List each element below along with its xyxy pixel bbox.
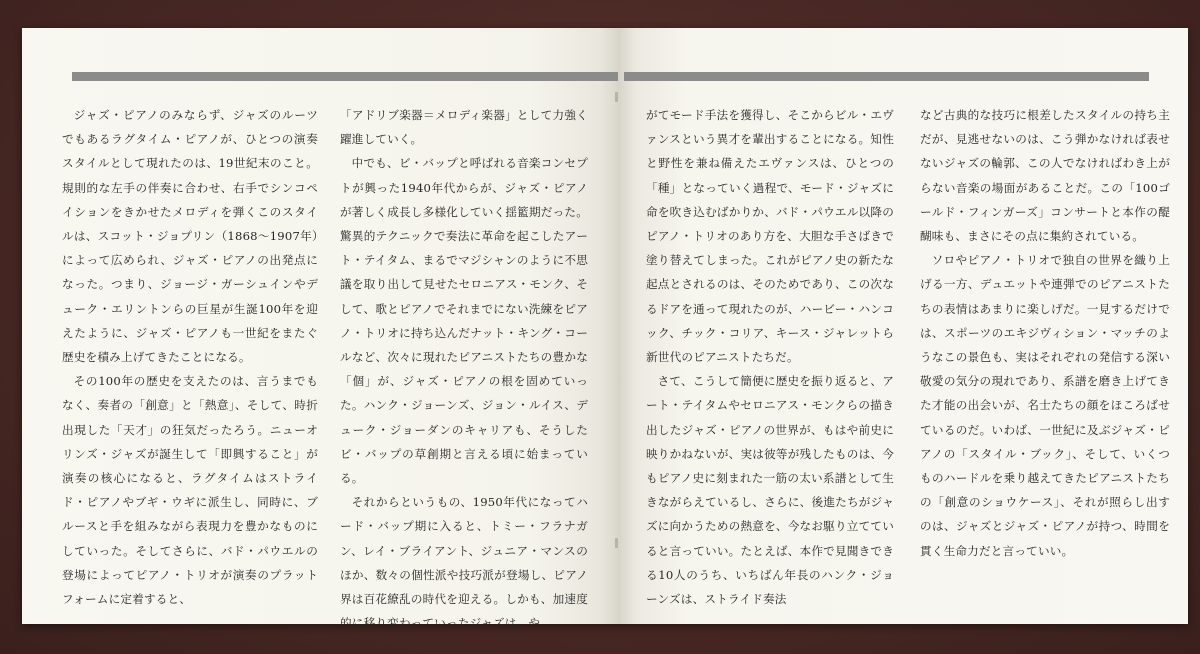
staple-top	[615, 92, 618, 102]
staple-bottom	[615, 538, 618, 548]
column-2-paragraph-2: 中でも、ビ・バップと呼ばれる音楽コンセプトが興った1940年代からが、ジャズ・ピアノが著しく成長し多様化していく揺籃期だった。驚異的テクニックで奏法に革命を起こしたアート・テイタム、まるでマジシャンのように不思議を取り出して見せたセロニアス・モンク、そして、歌とピアノでそれまでにない洗練をピアノ・トリオに持ち込んだナット・キング・コールなど、次々に現れたピアニストたちの豊かな「個」が、ジャズ・ピアノの根を固めていった。ハンク・ジョーンズ、ジョン・ルイス、デューク・ジョーダンのキャリアも、そうしたビ・バップの草創期と言える頃に始まっている。	[340, 156, 588, 486]
text-column-4	[920, 103, 1170, 563]
text-column-2	[340, 103, 588, 635]
left-page	[22, 28, 618, 631]
column-4-paragraph-2: ソロやピアノ・トリオで独自の世界を織り上げる一方、デュエットや連弾でのピアニストたちの表情はあまりに楽しげだ。一見するだけでは、スポーツのエキジヴィション・マッチのようなこの景色も、実はそれぞれの発信する深い敬愛の気分の現れであり、系譜を磨き上げてきた才能の出会いが、名士たちの顔をほころばせているのだ。いわば、一世紀に及ぶジャズ・ピアノの「スタイル・ブック」、そして、いくつものハードルを乗り越えてきたピアニストたちの「創意のショウケース」、それが照らし出すのは、ジャズとジャズ・ピアノが持つ、時間を貫く生命力だと言っていい。	[920, 253, 1170, 558]
column-1-paragraph-2: その100年の歴史を支えたのは、言うまでもなく、奏者の「創意」と「熱意」、そして、時折出現した「天才」の狂気だったろう。ニューオリンズ・ジャズが誕生して「即興すること」が演奏の核心になると、ラグタイムはストライド・ピアノやブギ・ウギに派生し、同時に、ブルースと手を組みながら表現力を豊かなものにしていった。そしてさらに、バド・パウエルの登場によってピアノ・トリオが演奏のプラットフォームに定着すると、	[62, 374, 318, 607]
column-1-paragraph-1: ジャズ・ピアノのみならず、ジャズのルーツでもあるラグタイム・ピアノが、ひとつの演奏スタイルとして現れたのは、19世紀末のこと。規則的な左手の伴奏に合わせ、右手でシンコペイションをきかせたメロディを弾くこのスタイルは、スコット・ジョプリン（1868～1907年）によって広められ、ジャズ・ピアノの出発点になった。つまり、ジョージ・ガーシュインやデューク・エリントンらの巨星が生誕100年を迎えたように、ジャズ・ピアノも一世紀をまたぐ歴史を積み上げてきたことになる。	[62, 108, 318, 365]
header-rule-left	[72, 72, 618, 81]
booklet-spread	[22, 28, 1188, 631]
column-3-paragraph-1: がてモード手法を獲得し、そこからビル・エヴァンスという異才を輩出することになる。知性と野性を兼ね備えたエヴァンスは、ひとつの「種」となっていく過程で、モード・ジャズに命を吹き込むばかりか、バド・パウエル以降のピアノ・トリオのあり方を、大胆な手さばきで塗り替えてしまった。これがピアノ史の新たな起点とされるのは、そのためであり、この次なるドアを通って現れたのが、ハービー・ハンコック、チック・コリア、キース・ジャレットら新世代のピアニストたちだ。	[646, 108, 894, 365]
column-2-paragraph-3: それからというもの、1950年代になってハード・バップ期に入ると、トミー・フラナガン、レイ・ブライアント、ジュニア・マンスのほか、数々の個性派や技巧派が登場し、ピアノ界は百花繚乱の時代を迎える。しかも、加速度的に移り変わっていったジャズは、や	[340, 495, 588, 631]
text-column-1	[62, 103, 318, 611]
column-4-paragraph-1: など古典的な技巧に根差したスタイルの持ち主だが、見逃せないのは、こう弾かなければ表せないジャズの輪郭、この人でなければわき上がらない音楽の場面があることだ。この「100ゴールド・フィンガーズ」コンサートと本作の醍醐味も、まさにその点に集約されている。	[920, 108, 1170, 244]
column-2-paragraph-1: 「アドリブ楽器＝メロディ楽器」として力強く躍進していく。	[340, 108, 588, 147]
header-rule-right	[624, 72, 1149, 81]
right-page	[618, 28, 1188, 624]
text-column-3	[646, 103, 894, 611]
column-3-paragraph-2: さて、こうして簡便に歴史を振り返ると、アート・テイタムやセロニアス・モンクらの描き出したジャズ・ピアノの世界が、もはや前史に映りかねないが、実は彼等が残したものは、今もピアノ史に刻まれた一筋の太い系譜として生きながらえているし、さらに、後進たちがジャズに向かうための熱意を、今なお駆り立てていると言っていい。たとえば、本作で見聞きできる10人のうち、いちばん年長のハンク・ジョーンズは、ストライド奏法	[646, 374, 894, 607]
